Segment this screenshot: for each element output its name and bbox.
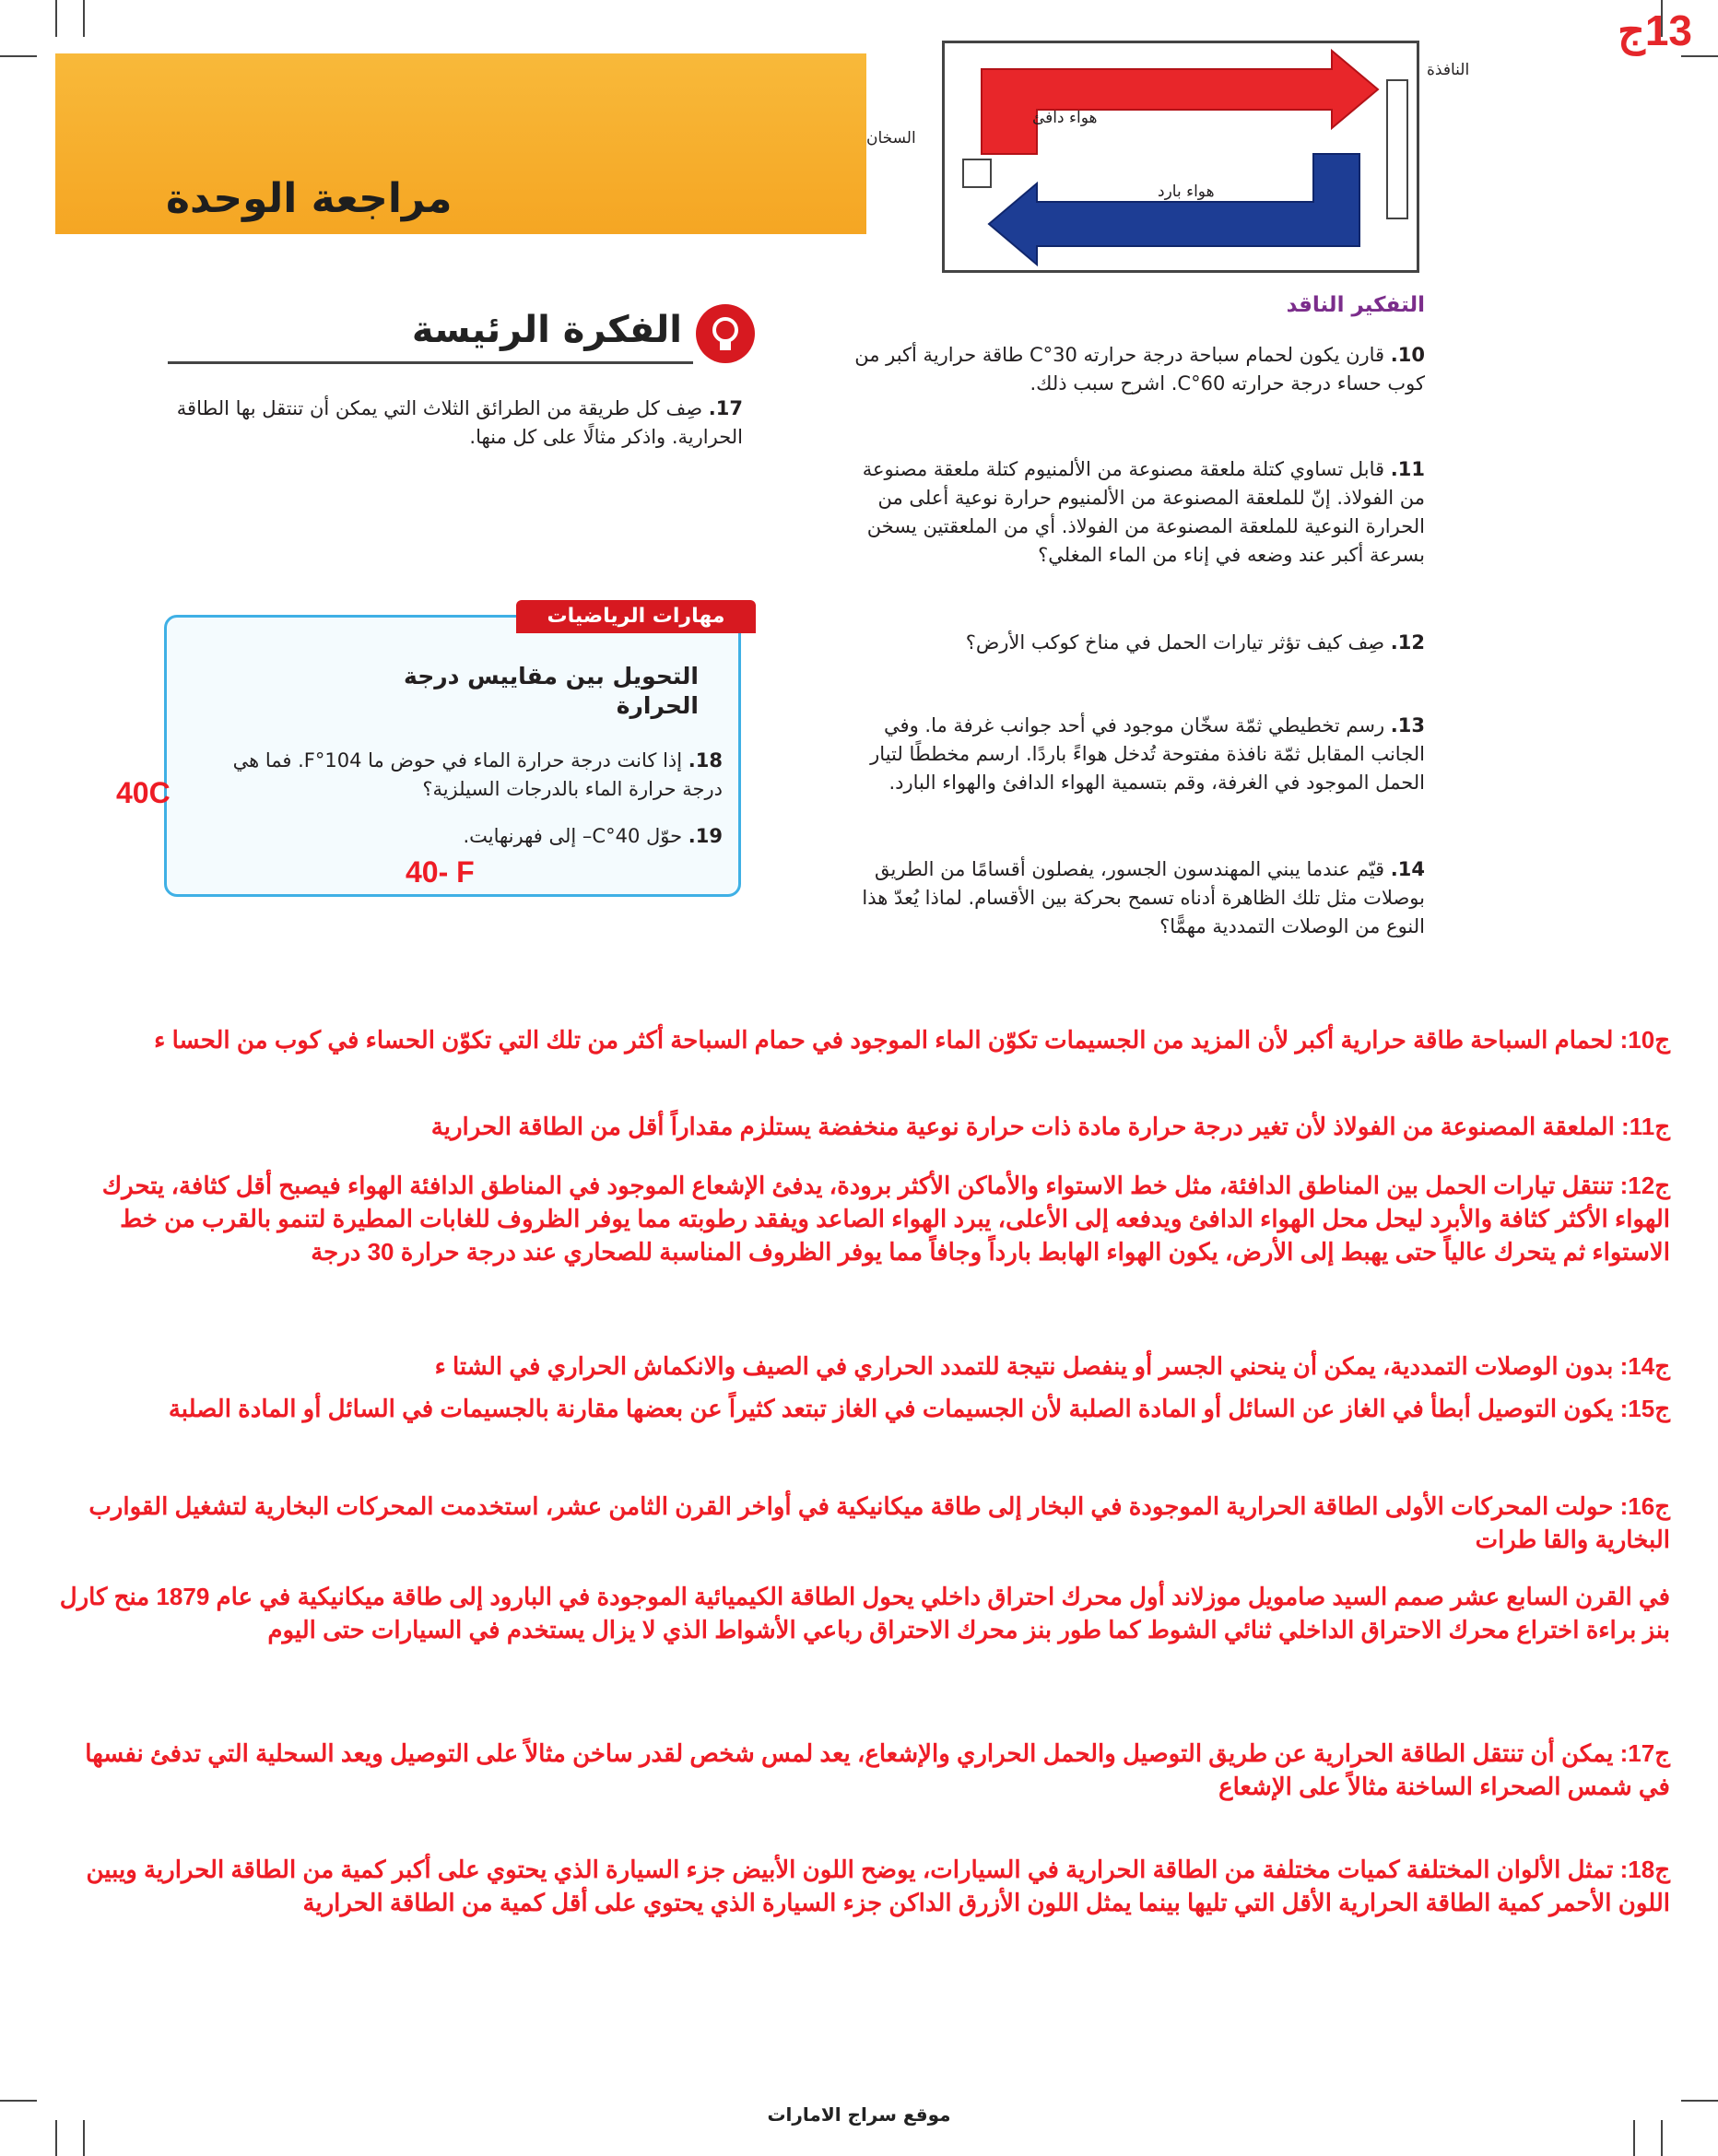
math-skills-tab: مهارات الرياضيات <box>516 600 756 633</box>
crop-mark <box>0 2100 37 2102</box>
footer-site-name: موقع سراج الامارات <box>767 2103 951 2126</box>
heater-label: السخان <box>866 129 916 147</box>
critical-question <box>853 341 1425 398</box>
question-number: 13. <box>1390 714 1425 736</box>
question-text: صِف كيف تؤثر تيارات الحمل في مناخ كوكب الأرض؟ <box>965 631 1385 654</box>
warm-air-label: هواء دافئ <box>1032 109 1098 127</box>
answer-10: ج10: لحمام السباحة طاقة حرارية أكبر لأن المزيد من الجسيمات تكوّن الماء الموجود في حمام السباحة أكثر من تلك التي تكوّن الحساء في كوب من الحسا ء <box>154 1026 1670 1054</box>
question-17 <box>162 395 743 452</box>
question-number: 14. <box>1390 858 1425 880</box>
question-text: حوّل 40°C– إلى فهرنهايت. <box>463 825 683 847</box>
question-text: صِف كل طريقة من الطرائق الثلاث التي يمكن أن تنتقل بها الطاقة الحرارية. واذكر مثالًا على كل منها. <box>176 397 743 448</box>
question-text: رسم تخطيطي ثمّة سخّان موجود في أحد جوانب غرفة ما. وفي الجانب المقابل ثمّة نافذة مفتوحة تُدخل هواءً باردًا. ارسم مخططًا لتيار الحمل الموجود في الغرفة، وقم بتسمية الهواء الدافئ والهواء البارد. <box>870 714 1425 794</box>
cold-air-arrow <box>989 154 1359 265</box>
answer-19-handwritten: 40- F <box>406 855 475 889</box>
critical-thinking-heading: التفكير الناقد <box>1286 293 1425 317</box>
window-label: النافذة <box>1427 61 1470 79</box>
page-number: 13ج <box>1618 6 1692 54</box>
answer-18-handwritten: 40C <box>116 776 171 809</box>
heater-box <box>963 159 991 187</box>
window-frame <box>1387 80 1407 218</box>
question-text: إذا كانت درجة حرارة الماء في حوض ما 104°F. فما هي درجة حرارة الماء بالدرجات السيلزية؟ <box>232 749 723 800</box>
convection-svg <box>945 43 1417 270</box>
question-number: 17. <box>708 397 743 419</box>
answer-17: ج17: يمكن أن تنتقل الطاقة الحرارية عن طريق التوصيل والحمل الحراري والإشعاع، يعد لمس شخص لقدر ساخن مثالاً على التوصيل ويعد السحلية التي تدفئ نفسها في شمس الصحراء الساخنة مثالاً على الإشعاع <box>85 1739 1670 1800</box>
question-19 <box>206 822 723 851</box>
question-number: 10. <box>1390 344 1425 366</box>
convection-diagram <box>942 41 1419 273</box>
answer-15: ج15: يكون التوصيل أبطأ في الغاز عن السائل أو المادة الصلبة لأن الجسيمات في الغاز تبتعد كثيراً عن بعضها مقارنة بالجسيمات في السائل أو المادة الصلبة <box>168 1395 1670 1422</box>
crop-mark <box>55 0 57 37</box>
critical-question <box>853 455 1425 570</box>
answer-12: ج12: تنتقل تيارات الحمل بين المناطق الدافئة، مثل خط الاستواء والأماكن الأكثر برودة، يدفئ الإشعاع الموجود في المناطق الدافئة الهواء فيصبح أقل كثافة، يتحرك الهواء الأكثر كثافة والأبرد ليحل محل الهواء الدافئ ويدفعه إلى الأعلى، يبرد الهواء الصاعد ويفقد رطوبته مما يوفر الظروف للغابات المطيرة لتنمو بالقرب من خط الاستواء ثم يتحرك عالياً حتى يهبط إلى الأرض، يكون الهواء الهابط بارداً وجافاً مما يوفر الظروف المناسبة للصحاري عند درجة حرارة 30 درجة <box>101 1172 1670 1266</box>
question-text: قيّم عندما يبني المهندسون الجسور، يفصلون أقسامًا من الطريق بوصلات مثل تلك الظاهرة أدناه تسمح بحركة بين الأقسام. لماذا يُعدّ هذا النوع من الوصلات التمددية مهمًّا؟ <box>862 858 1425 937</box>
crop-mark <box>1681 55 1718 57</box>
crop-mark <box>83 0 85 37</box>
question-number: 12. <box>1390 631 1425 654</box>
critical-question <box>853 855 1425 941</box>
question-number: 19. <box>688 825 723 847</box>
answer-11: ج11: الملعقة المصنوعة من الفولاذ لأن تغير درجة حرارة مادة ذات حرارة نوعية منخفضة يستلزم مقداراً أقل من الطاقة الحرارية <box>430 1113 1670 1140</box>
question-text: قارن يكون لحمام سباحة درجة حرارته 30°C طاقة حرارية أكبر من كوب حساء درجة حرارته 60°C. اشرح سبب ذلك. <box>854 344 1425 395</box>
answer-18: ج18: تمثل الألوان المختلفة كميات مختلفة من الطاقة الحرارية في السيارات، يوضح اللون الأبيض جزء السيارة الذي يحتوي على أكبر كمية من الطاقة الحرارية ويبين اللون الأحمر كمية الطاقة الحرارية الأقل التي تليها بينما يمثل اللون الأزرق الداكن جزء السيارة الذي يحتوي على أقل كمية من الطاقة الحرارية <box>86 1856 1670 1916</box>
crop-mark <box>1681 2100 1718 2102</box>
math-skills-title: التحويل بين مقاييس درجة الحرارة <box>404 663 699 719</box>
big-idea-rule <box>168 361 693 364</box>
question-18 <box>206 747 723 804</box>
banner-title: مراجعة الوحدة <box>166 175 453 222</box>
question-text: قابل تساوي كتلة ملعقة مصنوعة من الألمنيوم كتلة ملعقة مصنوعة من الفولاذ. إنّ للملعقة المصنوعة من الألمنيوم حرارة نوعية أعلى من الحرارة النوعية للملعقة المصنوعة من الفولاذ. أي من الملعقتين يسخن بسرعة أكبر عند وضعه في إناء من الماء المغلي؟ <box>862 458 1425 566</box>
answer-16-continued: في القرن السابع عشر صمم السيد صامويل موزلاند أول محرك احتراق داخلي يحول الطاقة الكيميائية الموجودة في البارود إلى طاقة ميكانيكية في عام 1879 منح كارل بنز براءة اختراع محرك الاحتراق الداخلي ثنائي الشوط كما طور بنز محرك الاحتراق رباعي الأشواط الذي لا يزال يستخدم في السيارات حتى اليوم <box>59 1583 1670 1644</box>
critical-question <box>853 629 1425 657</box>
big-idea-heading: الفكرة الرئيسة <box>411 309 682 351</box>
critical-question <box>853 712 1425 797</box>
answer-16: ج16: حولت المحركات الأولى الطاقة الحرارية الموجودة في البخار إلى طاقة ميكانيكية في أواخر القرن الثامن عشر، استخدمت المحركات البخارية لتشغيل القوارب البخارية والقا طرات <box>88 1492 1670 1553</box>
question-number: 11. <box>1390 458 1425 480</box>
question-number: 18. <box>688 749 723 772</box>
crop-mark <box>0 55 37 57</box>
warm-air-arrow <box>982 51 1378 154</box>
answer-14: ج14: بدون الوصلات التمددية، يمكن أن ينحني الجسر أو ينفصل نتيجة للتمدد الحراري في الصيف والانكماش الحراري في الشتا ء <box>434 1352 1670 1380</box>
cold-air-label: هواء بارد <box>1158 183 1215 201</box>
lightbulb-icon <box>696 304 755 363</box>
